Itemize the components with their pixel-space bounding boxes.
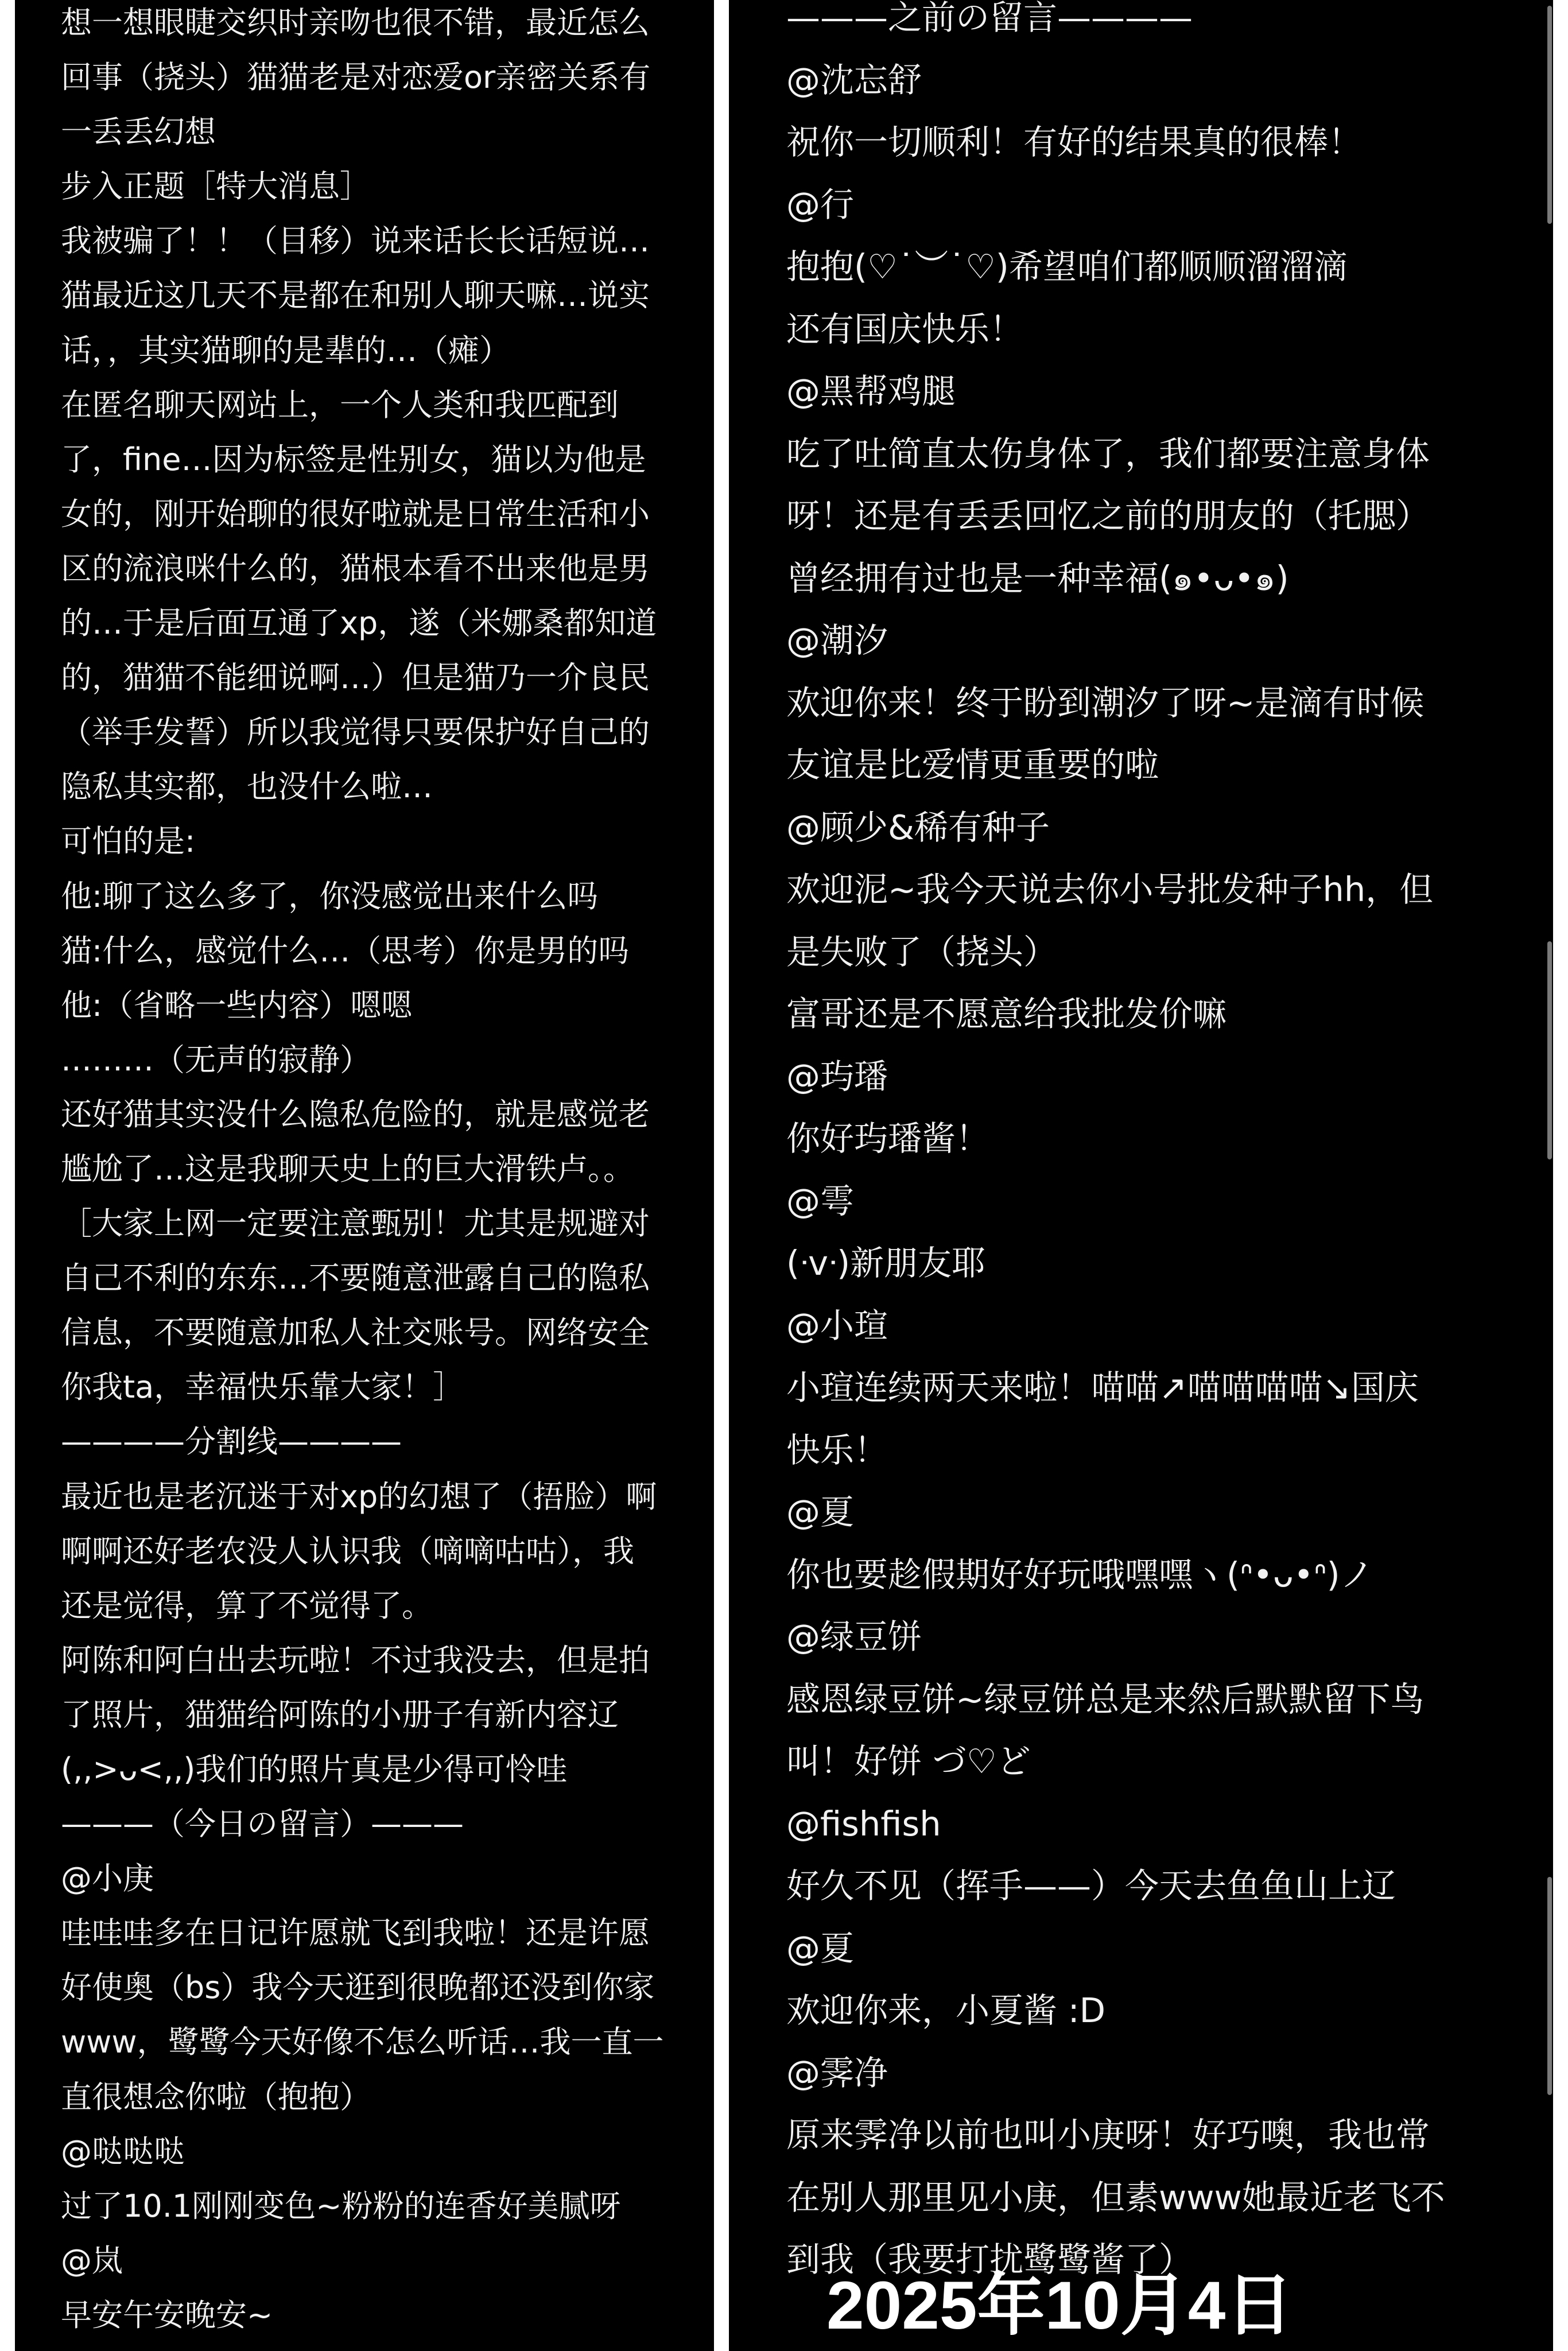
text-line: @绿豆饼	[786, 1617, 922, 1656]
text-line: 还好猫其实没什么隐私危险的，就是感觉老	[61, 1096, 650, 1132]
text-line: 哇哇哇多在日记许愿就飞到我啦！还是许愿	[61, 1915, 650, 1952]
scrollbar-thumb-top[interactable]	[1547, 6, 1552, 224]
text-line: @哒哒哒	[61, 2133, 185, 2170]
left-diary-panel	[15, 0, 714, 2351]
text-line: 区的流浪咪什么的，猫根本看不出来他是男	[61, 550, 650, 587]
text-line: 在匿名聊天网站上，一个人类和我匹配到	[61, 386, 619, 423]
text-line: 呀！还是有丢丢回忆之前的朋友的（托腮）	[786, 496, 1430, 536]
text-line: 欢迎泥~我今天说去你小号批发种子hh，但	[786, 870, 1434, 909]
text-line: ————分割线————	[61, 1423, 402, 1460]
scrollbar-thumb-bottom[interactable]	[1547, 1877, 1552, 2095]
text-line: @雩	[786, 1181, 855, 1221]
text-line: 抱抱(♡˙︶˙♡)希望咱们都顺顺溜溜滴	[786, 247, 1348, 286]
text-line: 阿陈和阿白出去玩啦！不过我没去，但是拍	[61, 1642, 650, 1678]
text-line: (,,>ᴗ<,,)我们的照片真是少得可怜哇	[61, 1751, 568, 1787]
text-line: 小瑄连续两天来啦！喵喵↗喵喵喵喵↘国庆	[786, 1368, 1419, 1407]
text-line: 我被骗了！！（目移）说来话长长话短说…	[61, 223, 650, 259]
text-line: 过了10.1刚刚变色~粉粉的连香好美腻呀	[61, 2187, 621, 2224]
text-line: 回事（挠头）猫猫老是对恋爱or亲密关系有	[61, 59, 651, 96]
text-line: @夏	[786, 1928, 855, 1968]
text-line: 还是觉得，算了不觉得了。	[61, 1587, 433, 1624]
text-line: 尴尬了…这是我聊天史上的巨大滑铁卢。。	[61, 1150, 634, 1187]
text-line: 自己不利的东东…不要随意泄露自己的隐私	[61, 1260, 650, 1297]
text-line: 直很想念你啦（抱抱）	[61, 2078, 371, 2115]
text-line: 好久不见（挥手——）今天去鱼鱼山上辽	[786, 1866, 1396, 1906]
text-line: 隐私其实都，也没什么啦…	[61, 769, 433, 805]
text-line: 祝你一切顺利！有好的结果真的很棒！	[786, 122, 1363, 162]
right-text-column	[729, 0, 1553, 2291]
text-line: @霁净	[786, 2053, 888, 2093]
text-line: 猫:什么，感觉什么…（思考）你是男的吗	[61, 932, 630, 969]
text-line: 曾经拥有过也是一种幸福(๑•ᴗ•๑)	[786, 558, 1289, 598]
text-line: ［大家上网一定要注意甄别！尤其是规避对	[61, 1205, 650, 1242]
text-line: @黑帮鸡腿	[786, 371, 956, 411]
text-line: 是失败了（挠头）	[786, 932, 1058, 972]
left-text-column	[15, 0, 714, 2342]
text-line: 一丢丢幻想	[61, 114, 216, 150]
text-line: @沈忘舒	[786, 60, 922, 100]
text-line: 你好玙璠酱！	[786, 1119, 990, 1158]
text-line: @fishfish	[786, 1803, 941, 1844]
text-line: @小瑄	[786, 1305, 888, 1345]
text-line: 的…于是后面互通了xp，遂（米娜桑都知道	[61, 605, 657, 642]
text-line: （举手发誓）所以我觉得只要保护好自己的	[61, 714, 650, 751]
text-line: @行	[786, 184, 855, 224]
text-line: 好使奥（bs）我今天逛到很晚都还没到你家	[61, 1969, 655, 2006]
text-line: @顾少&稀有种子	[786, 807, 1050, 847]
text-line: 猫最近这几天不是都在和别人聊天嘛…说实	[61, 277, 650, 314]
right-diary-panel	[729, 0, 1553, 2351]
text-line: 信息，不要随意加私人社交账号。网络安全	[61, 1314, 650, 1351]
text-line: 还有国庆快乐！	[786, 309, 1024, 349]
text-line: 快乐！	[786, 1430, 888, 1470]
text-line: @岚	[61, 2242, 123, 2279]
text-line: 富哥还是不愿意给我批发价嘛	[786, 994, 1227, 1034]
text-line: 想一想眼睫交织时亲吻也很不错，最近怎么	[61, 5, 650, 41]
text-line: 话，，其实猫聊的是辈的…（瘫）	[61, 332, 510, 368]
text-line: 啊啊还好老农没人认识我（嘀嘀咕咕），我	[61, 1533, 634, 1569]
text-line: 了照片，猫猫给阿陈的小册子有新内容辽	[61, 1696, 619, 1733]
text-line: 在别人那里见小庚，但素www她最近老飞不	[786, 2177, 1445, 2217]
text-line: 到我（我要打扰鹭鹭酱了）	[786, 2240, 1193, 2279]
text-line: ———（今日の留言）———	[61, 1806, 464, 1842]
text-line: 可怕的是:	[61, 823, 196, 860]
text-line: 的，猫猫不能细说啊…）但是猫乃一介良民	[61, 659, 650, 696]
text-line: @夏	[786, 1492, 855, 1532]
text-line: 了，fine…因为标签是性别女，猫以为他是	[61, 441, 646, 478]
text-line: www，鹭鹭今天好像不怎么听话…我一直一	[61, 2024, 664, 2061]
text-line: 最近也是老沉迷于对xp的幻想了（捂脸）啊	[61, 1478, 657, 1515]
text-line: 女的，刚开始聊的很好啦就是日常生活和小	[61, 495, 650, 532]
text-line: 吃了吐简直太伤身体了，我们都要注意身体	[786, 433, 1430, 474]
text-line: 原来霁净以前也叫小庚呀！好巧噢，我也常	[786, 2115, 1430, 2155]
text-line: 你我ta，幸福快乐靠大家！］	[61, 1369, 464, 1406]
scrollbar-thumb-middle[interactable]	[1547, 941, 1552, 1159]
text-line: 他:（省略一些内容）嗯嗯	[61, 987, 413, 1023]
text-line: @潮汐	[786, 620, 888, 660]
text-line: 叫！好饼 づ♡ど	[786, 1741, 1031, 1781]
text-line: ………（无声的寂静）	[61, 1041, 371, 1078]
date-stamp: 2025年10月4日	[826, 2268, 1294, 2344]
text-line: 步入正题［特大消息］	[61, 168, 371, 205]
text-line: 早安午安晚安~	[61, 2296, 273, 2333]
text-line: 欢迎你来，小夏酱 :D	[786, 1991, 1106, 2030]
text-line: ———之前の留言————	[786, 0, 1193, 37]
text-line: @小庚	[61, 1860, 154, 1897]
text-line: 欢迎你来！终于盼到潮汐了呀~是滴有时候	[786, 682, 1425, 723]
text-line: @玙璠	[786, 1056, 888, 1096]
text-line: 他:聊了这么多了，你没感觉出来什么吗	[61, 878, 599, 914]
text-line: 感恩绿豆饼~绿豆饼总是来然后默默留下鸟	[786, 1679, 1425, 1719]
text-line: (ᐧvᐧ)新朋友耶	[786, 1243, 986, 1283]
text-line: 友谊是比爱情更重要的啦	[786, 745, 1159, 785]
text-line: 你也要趁假期好好玩哦嘿嘿ヽ(ᐢ•ᴗ•ᐢ)ノ	[786, 1554, 1374, 1595]
